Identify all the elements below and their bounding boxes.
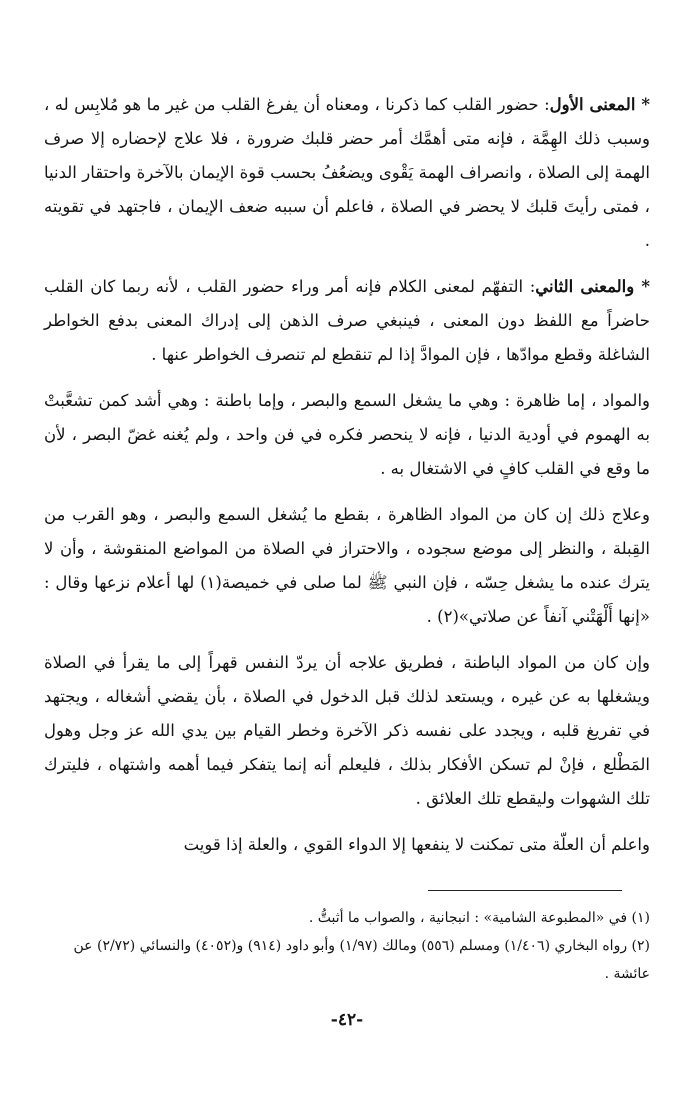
paragraph-heading: * والمعنى الثاني xyxy=(535,277,650,296)
footnote-2: (٢) رواه البخاري (١/٤٠٦) ومسلم (٥٥٦) ومالك (١/٩٧) وأبو داود (٩١٤) و(٤٠٥٢) والنسائي (٢/٧٢) عن عائشة . xyxy=(73,938,650,982)
paragraph-text: واعلم أن العلّة متى تمكنت لا ينفعها إلا الدواء القوي ، والعلة إذا قويت xyxy=(183,835,650,854)
footnote-divider xyxy=(428,890,622,891)
page-number: -٤٢- xyxy=(330,1010,364,1030)
paragraph-text: وعلاج ذلك إن كان من المواد الظاهرة ، بقطع ما يُشغل السمع والبصر ، وهو القرب من القِبلة ، والنظر إلى موضع سجوده ، والاحتراز في الصلاة من المواضع المنقوشة ، وأن لا يترك عنده ما يشغل حِسّه ، فإن النبي ﷺ لما صلى في خميصة(١) لها أعلام نزعها وقال : «إنها أَلْهَتْني آنفاً عن صلاتي»(٢) . xyxy=(44,505,650,626)
paragraph-first-meaning xyxy=(44,88,650,258)
paragraph-closing xyxy=(44,828,650,862)
footnotes xyxy=(44,904,650,988)
paragraph-text: والمواد ، إما ظاهرة : وهي ما يشغل السمع والبصر ، وإما باطنة : وهي أشد كمن تشعَّبتْ به الهموم في أودية الدنيا ، فإنه لا ينحصر فكره في فن واحد ، ولم يُغنه غضّ البصر ، لأن ما وقع في القلب كافٍ في الاشتغال به . xyxy=(44,391,650,478)
paragraph-text: : حضور القلب كما ذكرنا ، ومعناه أن يفرغ القلب من غير ما هو مُلابِس له ، وسبب ذلك الهِمَّة ، فإنه متى أهمَّك أمر حضر قلبك ضرورة ، فلا علاج لإحضاره إلا صرف الهمة إلى الصلاة ، وانصراف الهمة يَقْوى ويضعُفُ بحسب قوة الإيمان بالآخرة واحتقار الدنيا ، فمتى رأيتَ قلبك لا يحضر في الصلاة ، فاعلم أن سببه ضعف الإيمان ، فاجتهد في تقويته . xyxy=(44,95,650,250)
paragraph-materials xyxy=(44,384,650,486)
paragraph-text: وإن كان من المواد الباطنة ، فطريق علاجه أن يردّ النفس قهراً إلى ما يقرأ في الصلاة ويشغلها به عن غيره ، ويستعد لذلك قبل الدخول في الصلاة ، بأن يقضي أشغاله ، ويجتهد في تفريغ قلبه ، ويجدد على نفسه ذكر الآخرة وخطر القيام بين يدي الله عز وجل وهول المَطْلع ، فإنْ لم تسكن الأفكار بذلك ، فليعلم أنه إنما يتفكر فيما أهمه واشتهاه ، فليترك تلك الشهوات وليقطع تلك العلائق . xyxy=(44,653,650,808)
paragraph-second-meaning xyxy=(44,270,650,372)
footnote-1: (١) في «المطبوعة الشامية» : انبجانية ، والصواب ما أثبتُّ . xyxy=(308,910,650,926)
paragraph-external-remedy xyxy=(44,498,650,634)
paragraph-internal-remedy xyxy=(44,646,650,816)
paragraph-heading: * المعنى الأول xyxy=(549,95,650,114)
main-text xyxy=(44,88,650,862)
paragraph-text: : التفهّم لمعنى الكلام فإنه أمر وراء حضور القلب ، لأنه ربما كان القلب حاضراً مع اللفظ دون المعنى ، فينبغي صرف الذهن إلى إدراك المعنى بدفع الخواطر الشاغلة وقطع موادّها ، فإن الموادَّ إذا لم تنقطع لم تنصرف الخواطر عنها . xyxy=(44,277,650,364)
